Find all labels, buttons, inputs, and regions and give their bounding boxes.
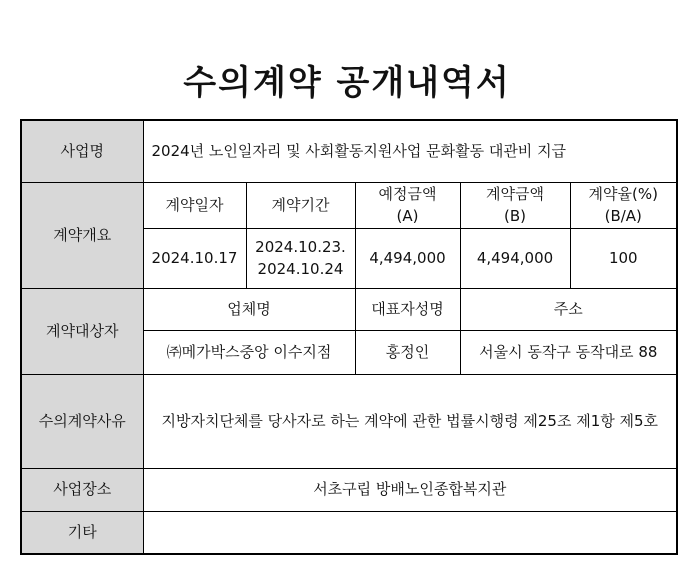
contractor-label: 계약대상자	[21, 288, 143, 374]
contract-rate-value: 100	[570, 228, 677, 288]
location-label: 사업장소	[21, 468, 143, 511]
contract-rate-header-label: 계약율(%)	[588, 184, 658, 203]
contract-amount-header-label: 계약금액	[486, 184, 544, 203]
contract-period-end: 2024.10.24	[257, 260, 344, 278]
etc-label: 기타	[21, 511, 143, 554]
address-value: 서울시 동작구 동작대로 88	[460, 330, 677, 374]
contract-period-value	[246, 228, 355, 288]
representative-header: 대표자성명	[355, 288, 460, 330]
location-value: 서초구립 방배노인종합복지관	[143, 468, 677, 511]
etc-value	[143, 511, 677, 554]
representative-value: 홍정인	[355, 330, 460, 374]
company-value: ㈜메가박스중앙 이수지점	[143, 330, 355, 374]
document-title: 수의계약 공개내역서	[183, 63, 511, 103]
contract-date-value: 2024.10.17	[143, 228, 246, 288]
contract-disclosure-table	[20, 119, 678, 555]
contract-rate-header-sub: (B/A)	[604, 207, 642, 225]
project-name-label: 사업명	[21, 120, 143, 182]
reason-value: 지방자치단체를 당사자로 하는 계약에 관한 법률시행령 제25조 제1항 제5호	[143, 374, 677, 468]
contract-amount-value: 4,494,000	[460, 228, 570, 288]
contract-amount-header	[460, 182, 570, 228]
contract-overview-label: 계약개요	[21, 182, 143, 288]
company-header: 업체명	[143, 288, 355, 330]
project-name-value: 2024년 노인일자리 및 사회활동지원사업 문화활동 대관비 지급	[143, 120, 677, 182]
contract-period-header: 계약기간	[246, 182, 355, 228]
estimated-amount-header	[355, 182, 460, 228]
contract-amount-header-sub: (B)	[504, 207, 526, 225]
reason-label: 수의계약사유	[21, 374, 143, 468]
estimated-amount-header-label: 예정금액	[378, 184, 437, 203]
estimated-amount-header-sub: (A)	[396, 207, 419, 225]
contract-rate-header	[570, 182, 677, 228]
address-header: 주소	[460, 288, 677, 330]
contract-date-header: 계약일자	[143, 182, 246, 228]
contract-period-start: 2024.10.23.	[255, 237, 346, 256]
estimated-amount-value: 4,494,000	[355, 228, 460, 288]
